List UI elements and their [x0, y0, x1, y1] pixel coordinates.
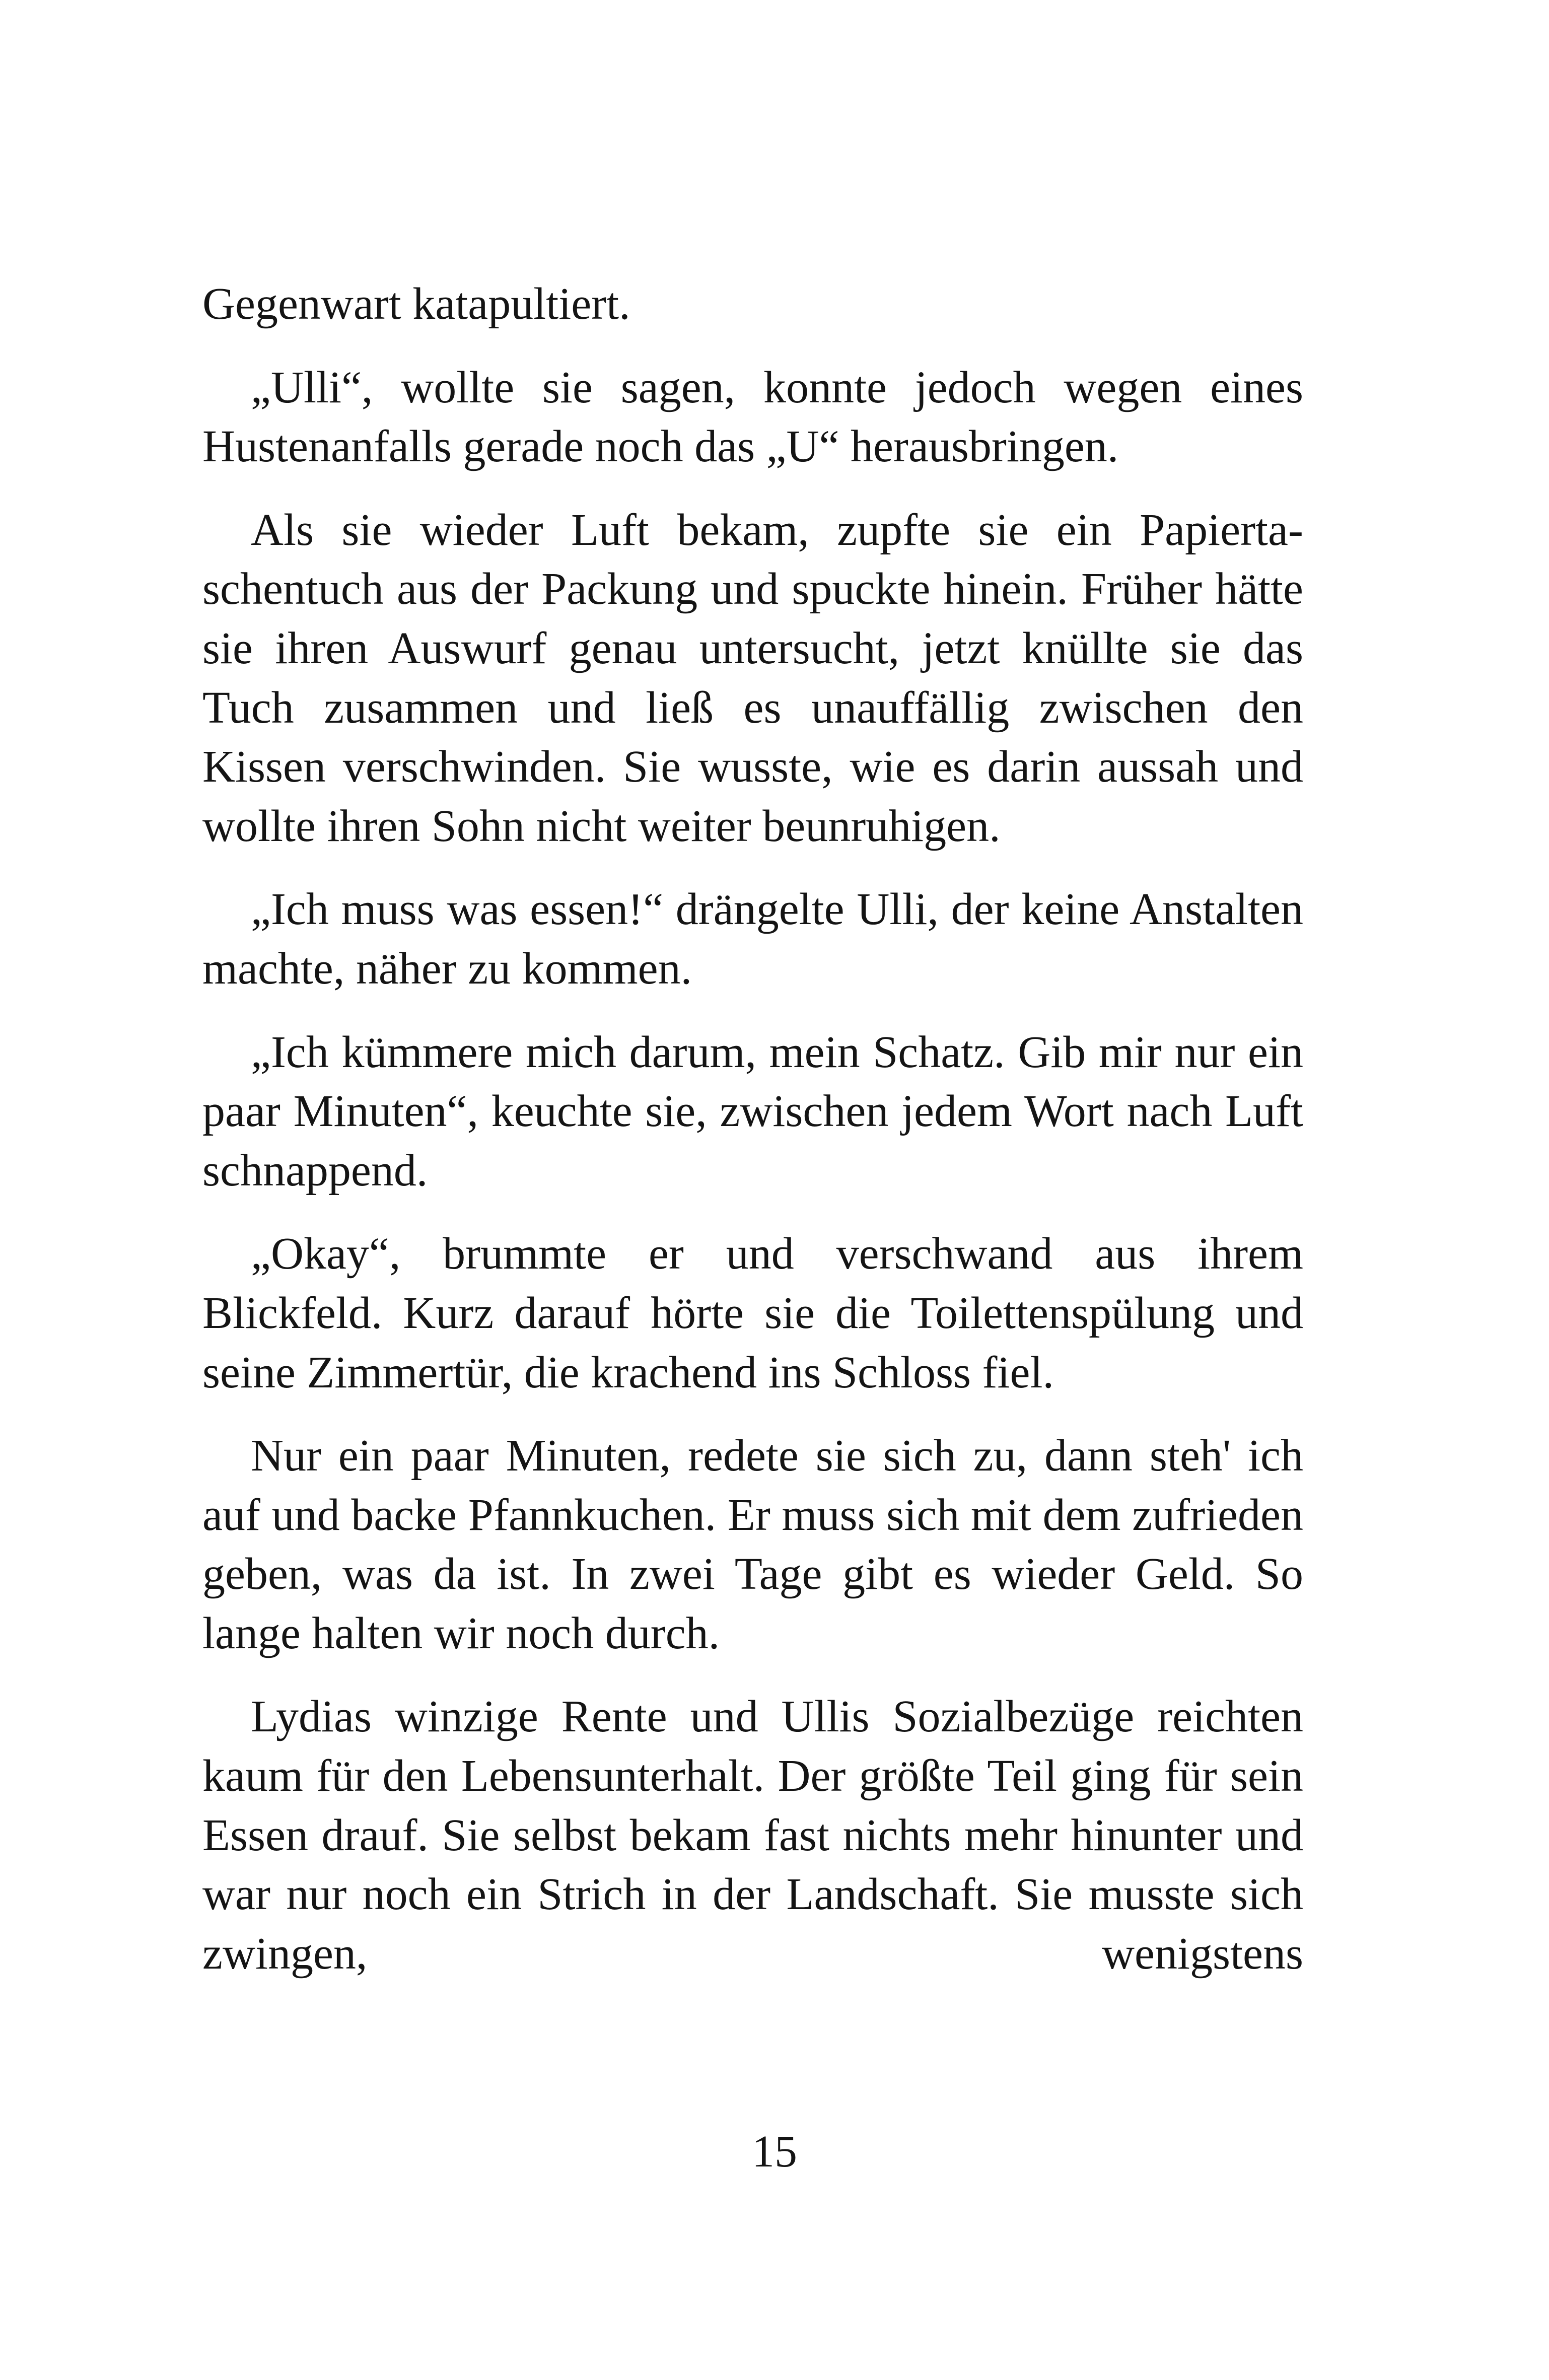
- body-text: [202, 274, 1303, 1983]
- paragraph: Als sie wieder Luft bekam, zupfte sie ein Papiertaschentuch aus der Packung und spuckte hinein. Früher hätte sie ihren Auswurf genau untersucht, jetzt knüllte sie das Tuch zusammen und ließ es unauffällig zwischen den Kissen verschwinden. Sie wusste, wie es darin aussah und wollte ihren Sohn nicht weiter beunruhigen.: [202, 505, 1303, 851]
- page-number: 15: [752, 2127, 797, 2177]
- paragraph: „Okay“, brummte er und verschwand aus ihrem Blickfeld. Kurz darauf hörte sie die Toilettenspülung und seine Zimmertür, die krachend ins Schloss fiel.: [202, 1229, 1303, 1397]
- paragraph: „Ich kümmere mich darum, mein Schatz. Gib mir nur ein paar Minuten“, keuchte sie, zwischen jedem Wort nach Luft schnappend.: [202, 1027, 1303, 1196]
- paragraph: Lydias winzige Rente und Ullis Sozialbezüge reichten kaum für den Lebensunterhalt. Der größte Teil ging für sein Essen drauf. Sie selbst bekam fast nichts mehr hinunter und war nur noch ein Strich in der Landschaft. Sie musste sich zwingen, wenigstens: [202, 1692, 1303, 1979]
- paragraph: „Ich muss was essen!“ drängelte Ulli, der keine Anstalten machte, näher zu kommen.: [202, 884, 1303, 994]
- paragraph: „Ulli“, wollte sie sagen, konnte jedoch wegen eines Hustenanfalls gerade noch das „U“ herausbringen.: [202, 362, 1303, 472]
- paragraph: Nur ein paar Minuten, redete sie sich zu, dann steh' ich auf und backe Pfannkuchen. Er muss sich mit dem zufrieden geben, was da ist. In zwei Tage gibt es wieder Geld. So lange halten wir noch durch.: [202, 1431, 1303, 1658]
- paragraph: Gegenwart katapultiert.: [202, 279, 630, 329]
